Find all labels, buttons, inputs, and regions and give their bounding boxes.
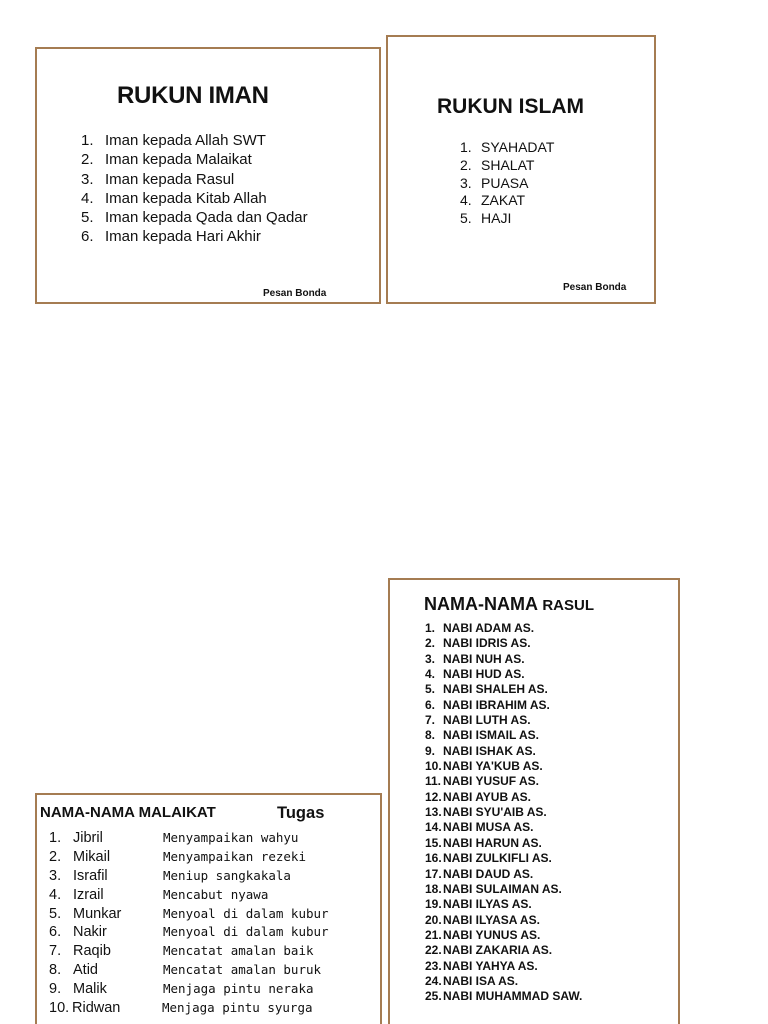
malaikat-tugas: Menyoal di dalam kubur — [163, 905, 329, 921]
list-item-number: 6. — [425, 697, 436, 712]
list-item-number: 4. — [460, 192, 472, 209]
rasul-item — [425, 974, 582, 989]
list-item-number: 2. — [460, 156, 472, 173]
list-item-text: Iman kepada Kitab Allah — [105, 189, 267, 207]
list-item-number: 1. — [460, 139, 472, 155]
nama-rasul-list — [425, 621, 582, 1005]
nama-rasul-title-main: NAMA-NAMA — [424, 594, 538, 614]
tugas-header: Tugas — [277, 804, 325, 822]
rukun-iman-item — [81, 131, 308, 150]
malaikat-name: Izrail — [73, 886, 104, 903]
malaikat-number: 9. — [49, 981, 62, 998]
list-item-text: NABI ADAM AS. — [443, 621, 535, 635]
list-item-text: NABI YA'KUB AS. — [443, 759, 543, 774]
rasul-item — [425, 667, 582, 682]
rasul-item — [425, 836, 582, 851]
rukun-iman-title: RUKUN IMAN — [117, 82, 269, 109]
rasul-item — [425, 820, 582, 835]
list-item-number: 20. — [425, 912, 442, 927]
rasul-item — [425, 928, 582, 943]
rasul-item — [425, 759, 582, 774]
rasul-item — [425, 913, 582, 928]
list-item-number: 5. — [460, 210, 472, 227]
list-item-number: 12. — [425, 789, 442, 804]
list-item-text: NABI NUH AS. — [443, 651, 525, 666]
list-item-text: NABI AYUB AS. — [443, 789, 532, 804]
rukun-iman-item — [81, 189, 308, 208]
list-item-number: 24. — [425, 973, 442, 988]
rasul-item — [425, 959, 582, 974]
malaikat-name: Mikail — [73, 848, 111, 865]
malaikat-item — [49, 999, 329, 1018]
list-item-text: NABI SULAIMAN AS. — [443, 881, 562, 896]
list-item-number: 7. — [425, 713, 436, 728]
rukun-islam-footer: Pesan Bonda — [563, 282, 627, 293]
malaikat-item — [49, 905, 329, 924]
rukun-islam-item — [460, 157, 554, 175]
list-item-text: NABI ISHAK AS. — [443, 743, 536, 758]
rasul-item — [425, 790, 582, 805]
list-item-text: NABI HUD AS. — [443, 667, 525, 682]
list-item-text: SYAHADAT — [481, 139, 555, 155]
list-item-text: SHALAT — [481, 156, 535, 173]
rasul-item — [425, 636, 582, 651]
malaikat-name: Jibril — [73, 830, 103, 846]
rasul-item — [425, 774, 582, 789]
malaikat-tugas: Menyampaikan rezeki — [163, 848, 306, 864]
list-item-number: 23. — [425, 958, 442, 973]
rukun-islam-item — [460, 210, 554, 228]
list-item-text: HAJI — [481, 210, 512, 227]
malaikat-name: Malik — [73, 981, 107, 998]
list-item-number: 2. — [81, 151, 94, 169]
list-item-number: 13. — [425, 805, 442, 820]
list-item-number: 5. — [425, 682, 436, 697]
list-item-number: 17. — [425, 866, 442, 881]
list-item-number: 10. — [425, 759, 442, 774]
list-item-text: NABI DAUD AS. — [443, 866, 534, 881]
malaikat-item — [49, 867, 329, 886]
list-item-number: 11. — [425, 774, 442, 789]
rukun-iman-item — [81, 227, 308, 246]
list-item-text: NABI LUTH AS. — [443, 713, 531, 728]
list-item-number: 14. — [425, 820, 442, 835]
list-item-number: 8. — [425, 728, 436, 743]
rasul-item — [425, 728, 582, 743]
list-item-number: 3. — [460, 174, 472, 191]
rasul-item — [425, 882, 582, 897]
rasul-item — [425, 682, 582, 697]
malaikat-number: 8. — [49, 962, 62, 979]
nama-rasul-title — [424, 594, 594, 615]
rasul-item — [425, 744, 582, 759]
malaikat-number: 2. — [49, 848, 62, 865]
rasul-item — [425, 867, 582, 882]
list-item-number: 4. — [81, 189, 94, 207]
list-item-text: NABI HARUN AS. — [443, 835, 542, 850]
nama-malaikat-list — [49, 829, 329, 1018]
nama-malaikat-card — [35, 793, 382, 1024]
rasul-item — [425, 943, 582, 958]
list-item-text: ZAKAT — [481, 192, 526, 209]
list-item-number: 21. — [425, 927, 442, 942]
malaikat-number: 6. — [49, 924, 62, 941]
rukun-islam-card — [386, 35, 656, 304]
rasul-item — [425, 989, 582, 1004]
list-item-number: 18. — [425, 881, 442, 896]
malaikat-number: 4. — [49, 886, 62, 903]
malaikat-tugas: Mencatat amalan baik — [163, 943, 314, 959]
malaikat-name: Nakir — [73, 924, 107, 941]
rukun-iman-item — [81, 170, 308, 189]
malaikat-number: 10. — [49, 1000, 70, 1017]
malaikat-tugas: Menyoal di dalam kubur — [163, 924, 329, 940]
list-item-text: NABI ILYAS AS. — [443, 897, 532, 912]
rukun-islam-title: RUKUN ISLAM — [437, 95, 584, 118]
list-item-text: NABI MUHAMMAD SAW. — [443, 989, 583, 1004]
malaikat-number: 7. — [49, 943, 62, 960]
list-item-text: Iman kepada Allah SWT — [105, 132, 266, 149]
list-item-number: 3. — [81, 170, 94, 188]
list-item-text: NABI YUNUS AS. — [443, 927, 541, 942]
list-item-text: NABI ISMAIL AS. — [443, 728, 540, 743]
malaikat-tugas: Menjaga pintu neraka — [163, 981, 314, 997]
rasul-item — [425, 698, 582, 713]
rasul-item — [425, 851, 582, 866]
malaikat-item — [49, 923, 329, 942]
nama-rasul-card — [388, 578, 680, 1024]
list-item-text: Iman kepada Rasul — [105, 170, 235, 188]
rukun-iman-item — [81, 208, 308, 227]
malaikat-number: 3. — [49, 867, 62, 884]
list-item-text: NABI SHALEH AS. — [443, 682, 548, 697]
malaikat-tugas: Meniup sangkakala — [163, 867, 291, 883]
nama-malaikat-title: NAMA-NAMA MALAIKAT — [40, 804, 216, 821]
malaikat-number: 5. — [49, 905, 62, 922]
list-item-text: NABI SYU'AIB AS. — [443, 805, 547, 820]
rasul-item — [425, 897, 582, 912]
rukun-iman-card — [35, 47, 381, 304]
list-item-number: 2. — [425, 636, 436, 651]
list-item-text: NABI YAHYA AS. — [443, 958, 538, 973]
list-item-text: Iman kepada Hari Akhir — [105, 228, 261, 246]
list-item-number: 16. — [425, 851, 442, 866]
list-item-text: NABI ILYASA AS. — [443, 912, 540, 927]
rasul-item — [425, 652, 582, 667]
list-item-number: 1. — [81, 132, 94, 149]
malaikat-tugas: Mencatat amalan buruk — [163, 962, 322, 978]
malaikat-item — [49, 829, 329, 848]
rukun-islam-list — [460, 139, 554, 228]
malaikat-name: Raqib — [73, 943, 111, 960]
malaikat-name: Israfil — [73, 867, 108, 884]
rukun-iman-list — [81, 131, 308, 247]
rasul-item — [425, 805, 582, 820]
rukun-islam-item — [460, 192, 554, 210]
malaikat-item — [49, 848, 329, 867]
list-item-text: NABI IBRAHIM AS. — [443, 697, 550, 712]
list-item-number: 25. — [425, 989, 442, 1004]
malaikat-item — [49, 980, 329, 999]
list-item-text: NABI ZULKIFLI AS. — [443, 851, 552, 866]
malaikat-name: Atid — [73, 962, 98, 979]
list-item-text: NABI MUSA AS. — [443, 820, 534, 835]
malaikat-tugas: Menyampaikan wahyu — [163, 830, 299, 845]
rukun-iman-footer: Pesan Bonda — [263, 288, 327, 299]
list-item-number: 22. — [425, 943, 442, 958]
list-item-text: NABI ISA AS. — [443, 973, 519, 988]
list-item-number: 4. — [425, 667, 436, 682]
list-item-text: NABI YUSUF AS. — [443, 774, 540, 789]
malaikat-number: 1. — [49, 830, 62, 846]
rasul-item — [425, 621, 582, 636]
malaikat-name: Ridwan — [72, 1000, 121, 1017]
malaikat-tugas: Mencabut nyawa — [163, 886, 269, 902]
list-item-number: 15. — [425, 835, 442, 850]
rukun-islam-item — [460, 139, 554, 157]
list-item-text: PUASA — [481, 174, 529, 191]
malaikat-name: Munkar — [73, 905, 122, 922]
list-item-number: 1. — [425, 621, 436, 635]
list-item-text: NABI ZAKARIA AS. — [443, 943, 553, 958]
malaikat-item — [49, 961, 329, 980]
list-item-text: Iman kepada Malaikat — [105, 151, 252, 169]
nama-rasul-title-sub: RASUL — [542, 597, 594, 614]
list-item-number: 3. — [425, 651, 436, 666]
malaikat-tugas: Menjaga pintu syurga — [162, 1000, 313, 1016]
list-item-number: 9. — [425, 743, 436, 758]
rasul-item — [425, 713, 582, 728]
malaikat-item — [49, 942, 329, 961]
list-item-number: 6. — [81, 228, 94, 246]
list-item-number: 5. — [81, 209, 94, 227]
rukun-islam-item — [460, 175, 554, 193]
rukun-iman-item — [81, 150, 308, 169]
list-item-text: NABI IDRIS AS. — [443, 636, 531, 651]
list-item-number: 19. — [425, 897, 442, 912]
list-item-text: Iman kepada Qada dan Qadar — [105, 209, 308, 227]
malaikat-item — [49, 886, 329, 905]
